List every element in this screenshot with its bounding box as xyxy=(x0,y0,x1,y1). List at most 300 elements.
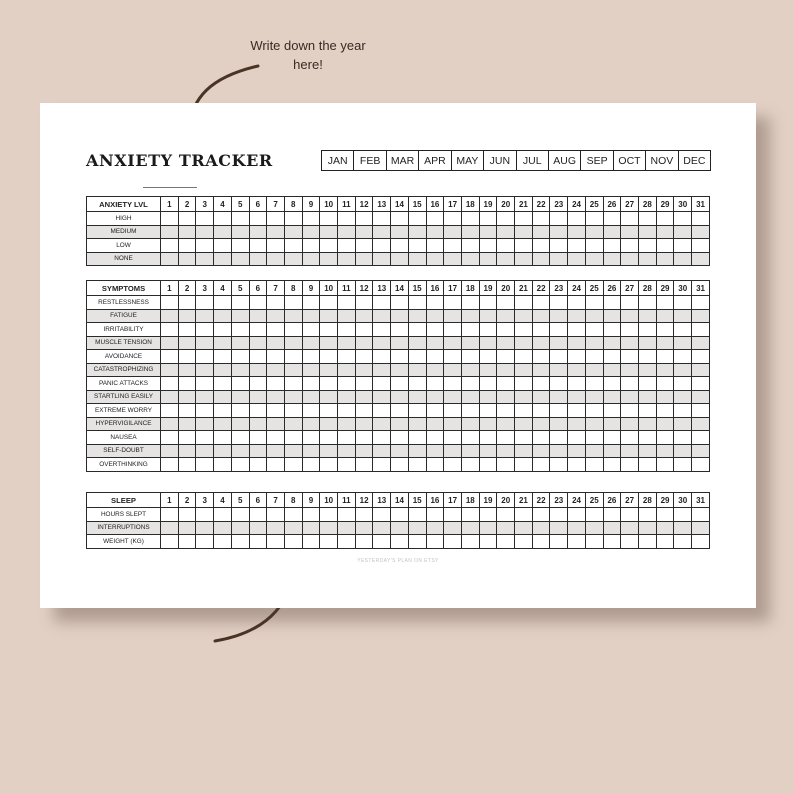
tracker-cell[interactable] xyxy=(550,431,568,445)
tracker-cell[interactable] xyxy=(355,363,373,377)
tracker-cell[interactable] xyxy=(267,212,285,226)
tracker-cell[interactable] xyxy=(621,390,639,404)
tracker-cell[interactable] xyxy=(444,336,462,350)
tracker-cell[interactable] xyxy=(214,336,232,350)
tracker-cell[interactable] xyxy=(621,323,639,337)
tracker-cell[interactable] xyxy=(284,535,302,549)
tracker-cell[interactable] xyxy=(249,431,267,445)
tracker-cell[interactable] xyxy=(338,350,356,364)
tracker-cell[interactable] xyxy=(178,521,196,535)
tracker-cell[interactable] xyxy=(656,521,674,535)
tracker-cell[interactable] xyxy=(479,350,497,364)
tracker-cell[interactable] xyxy=(302,431,320,445)
tracker-cell[interactable] xyxy=(638,458,656,472)
tracker-cell[interactable] xyxy=(692,252,710,266)
tracker-cell[interactable] xyxy=(692,390,710,404)
tracker-cell[interactable] xyxy=(479,296,497,310)
tracker-cell[interactable] xyxy=(161,417,179,431)
tracker-cell[interactable] xyxy=(249,390,267,404)
tracker-cell[interactable] xyxy=(497,252,515,266)
tracker-cell[interactable] xyxy=(267,444,285,458)
tracker-cell[interactable] xyxy=(373,431,391,445)
tracker-cell[interactable] xyxy=(391,444,409,458)
tracker-cell[interactable] xyxy=(214,296,232,310)
tracker-cell[interactable] xyxy=(355,225,373,239)
tracker-cell[interactable] xyxy=(391,363,409,377)
tracker-cell[interactable] xyxy=(249,252,267,266)
tracker-cell[interactable] xyxy=(532,212,550,226)
tracker-cell[interactable] xyxy=(515,521,533,535)
tracker-cell[interactable] xyxy=(231,212,249,226)
tracker-cell[interactable] xyxy=(338,431,356,445)
tracker-cell[interactable] xyxy=(621,309,639,323)
tracker-cell[interactable] xyxy=(674,390,692,404)
tracker-cell[interactable] xyxy=(638,377,656,391)
tracker-cell[interactable] xyxy=(603,225,621,239)
tracker-cell[interactable] xyxy=(355,521,373,535)
tracker-cell[interactable] xyxy=(585,390,603,404)
tracker-cell[interactable] xyxy=(355,404,373,418)
tracker-cell[interactable] xyxy=(249,363,267,377)
tracker-cell[interactable] xyxy=(603,252,621,266)
tracker-cell[interactable] xyxy=(391,404,409,418)
tracker-cell[interactable] xyxy=(515,336,533,350)
tracker-cell[interactable] xyxy=(461,521,479,535)
tracker-cell[interactable] xyxy=(355,390,373,404)
tracker-cell[interactable] xyxy=(550,444,568,458)
tracker-cell[interactable] xyxy=(178,323,196,337)
tracker-cell[interactable] xyxy=(674,404,692,418)
tracker-cell[interactable] xyxy=(338,309,356,323)
tracker-cell[interactable] xyxy=(320,350,338,364)
tracker-cell[interactable] xyxy=(585,521,603,535)
tracker-cell[interactable] xyxy=(444,508,462,522)
tracker-cell[interactable] xyxy=(426,417,444,431)
tracker-cell[interactable] xyxy=(391,390,409,404)
tracker-cell[interactable] xyxy=(585,377,603,391)
tracker-cell[interactable] xyxy=(674,458,692,472)
tracker-cell[interactable] xyxy=(638,431,656,445)
tracker-cell[interactable] xyxy=(656,458,674,472)
tracker-cell[interactable] xyxy=(621,350,639,364)
tracker-cell[interactable] xyxy=(196,336,214,350)
tracker-cell[interactable] xyxy=(426,390,444,404)
tracker-cell[interactable] xyxy=(320,444,338,458)
tracker-cell[interactable] xyxy=(585,239,603,253)
tracker-cell[interactable] xyxy=(302,417,320,431)
tracker-cell[interactable] xyxy=(320,225,338,239)
tracker-cell[interactable] xyxy=(391,350,409,364)
tracker-cell[interactable] xyxy=(656,390,674,404)
tracker-cell[interactable] xyxy=(461,417,479,431)
tracker-cell[interactable] xyxy=(461,239,479,253)
tracker-cell[interactable] xyxy=(161,444,179,458)
tracker-cell[interactable] xyxy=(196,239,214,253)
tracker-cell[interactable] xyxy=(320,309,338,323)
tracker-cell[interactable] xyxy=(214,252,232,266)
tracker-cell[interactable] xyxy=(320,377,338,391)
tracker-cell[interactable] xyxy=(532,458,550,472)
tracker-cell[interactable] xyxy=(638,252,656,266)
tracker-cell[interactable] xyxy=(515,239,533,253)
tracker-cell[interactable] xyxy=(568,336,586,350)
tracker-cell[interactable] xyxy=(231,431,249,445)
tracker-cell[interactable] xyxy=(231,323,249,337)
tracker-cell[interactable] xyxy=(161,296,179,310)
tracker-cell[interactable] xyxy=(692,239,710,253)
tracker-cell[interactable] xyxy=(267,296,285,310)
tracker-cell[interactable] xyxy=(550,390,568,404)
tracker-cell[interactable] xyxy=(426,431,444,445)
tracker-cell[interactable] xyxy=(320,212,338,226)
tracker-cell[interactable] xyxy=(249,336,267,350)
tracker-cell[interactable] xyxy=(461,404,479,418)
tracker-cell[interactable] xyxy=(479,535,497,549)
tracker-cell[interactable] xyxy=(532,225,550,239)
tracker-cell[interactable] xyxy=(196,458,214,472)
tracker-cell[interactable] xyxy=(338,377,356,391)
tracker-cell[interactable] xyxy=(550,404,568,418)
tracker-cell[interactable] xyxy=(161,336,179,350)
tracker-cell[interactable] xyxy=(302,350,320,364)
tracker-cell[interactable] xyxy=(479,431,497,445)
tracker-cell[interactable] xyxy=(302,404,320,418)
tracker-cell[interactable] xyxy=(444,363,462,377)
tracker-cell[interactable] xyxy=(479,323,497,337)
tracker-cell[interactable] xyxy=(196,350,214,364)
month-feb[interactable]: FEB xyxy=(353,151,385,170)
tracker-cell[interactable] xyxy=(638,521,656,535)
tracker-cell[interactable] xyxy=(426,350,444,364)
tracker-cell[interactable] xyxy=(532,377,550,391)
tracker-cell[interactable] xyxy=(497,417,515,431)
tracker-cell[interactable] xyxy=(674,521,692,535)
tracker-cell[interactable] xyxy=(284,444,302,458)
tracker-cell[interactable] xyxy=(338,444,356,458)
tracker-cell[interactable] xyxy=(550,309,568,323)
tracker-cell[interactable] xyxy=(497,336,515,350)
tracker-cell[interactable] xyxy=(692,404,710,418)
tracker-cell[interactable] xyxy=(497,323,515,337)
tracker-cell[interactable] xyxy=(320,417,338,431)
tracker-cell[interactable] xyxy=(692,417,710,431)
tracker-cell[interactable] xyxy=(214,212,232,226)
tracker-cell[interactable] xyxy=(267,363,285,377)
tracker-cell[interactable] xyxy=(585,212,603,226)
tracker-cell[interactable] xyxy=(302,239,320,253)
tracker-cell[interactable] xyxy=(568,323,586,337)
tracker-cell[interactable] xyxy=(568,363,586,377)
tracker-cell[interactable] xyxy=(692,212,710,226)
tracker-cell[interactable] xyxy=(497,212,515,226)
tracker-cell[interactable] xyxy=(161,404,179,418)
tracker-cell[interactable] xyxy=(550,225,568,239)
tracker-cell[interactable] xyxy=(178,404,196,418)
tracker-cell[interactable] xyxy=(638,323,656,337)
tracker-cell[interactable] xyxy=(603,239,621,253)
tracker-cell[interactable] xyxy=(373,404,391,418)
tracker-cell[interactable] xyxy=(391,377,409,391)
tracker-cell[interactable] xyxy=(621,225,639,239)
tracker-cell[interactable] xyxy=(692,458,710,472)
tracker-cell[interactable] xyxy=(196,535,214,549)
tracker-cell[interactable] xyxy=(231,336,249,350)
tracker-cell[interactable] xyxy=(444,458,462,472)
tracker-cell[interactable] xyxy=(373,390,391,404)
tracker-cell[interactable] xyxy=(603,431,621,445)
tracker-cell[interactable] xyxy=(249,212,267,226)
tracker-cell[interactable] xyxy=(302,363,320,377)
tracker-cell[interactable] xyxy=(550,521,568,535)
tracker-cell[interactable] xyxy=(302,458,320,472)
tracker-cell[interactable] xyxy=(196,431,214,445)
tracker-cell[interactable] xyxy=(532,444,550,458)
tracker-cell[interactable] xyxy=(515,296,533,310)
tracker-cell[interactable] xyxy=(320,431,338,445)
tracker-cell[interactable] xyxy=(585,431,603,445)
tracker-cell[interactable] xyxy=(674,252,692,266)
tracker-cell[interactable] xyxy=(267,323,285,337)
tracker-cell[interactable] xyxy=(231,444,249,458)
tracker-cell[interactable] xyxy=(249,309,267,323)
tracker-cell[interactable] xyxy=(532,350,550,364)
tracker-cell[interactable] xyxy=(585,363,603,377)
tracker-cell[interactable] xyxy=(444,404,462,418)
tracker-cell[interactable] xyxy=(284,458,302,472)
tracker-cell[interactable] xyxy=(461,390,479,404)
tracker-cell[interactable] xyxy=(373,323,391,337)
tracker-cell[interactable] xyxy=(408,390,426,404)
tracker-cell[interactable] xyxy=(692,508,710,522)
tracker-cell[interactable] xyxy=(320,252,338,266)
tracker-cell[interactable] xyxy=(355,535,373,549)
tracker-cell[interactable] xyxy=(444,431,462,445)
tracker-cell[interactable] xyxy=(391,521,409,535)
tracker-cell[interactable] xyxy=(391,336,409,350)
tracker-cell[interactable] xyxy=(267,309,285,323)
tracker-cell[interactable] xyxy=(231,296,249,310)
tracker-cell[interactable] xyxy=(178,336,196,350)
tracker-cell[interactable] xyxy=(674,431,692,445)
tracker-cell[interactable] xyxy=(338,404,356,418)
tracker-cell[interactable] xyxy=(267,239,285,253)
tracker-cell[interactable] xyxy=(267,521,285,535)
tracker-cell[interactable] xyxy=(267,336,285,350)
tracker-cell[interactable] xyxy=(497,390,515,404)
tracker-cell[interactable] xyxy=(568,350,586,364)
tracker-cell[interactable] xyxy=(196,309,214,323)
tracker-cell[interactable] xyxy=(692,309,710,323)
tracker-cell[interactable] xyxy=(373,336,391,350)
tracker-cell[interactable] xyxy=(284,225,302,239)
tracker-cell[interactable] xyxy=(568,309,586,323)
tracker-cell[interactable] xyxy=(585,252,603,266)
tracker-cell[interactable] xyxy=(408,404,426,418)
tracker-cell[interactable] xyxy=(479,390,497,404)
tracker-cell[interactable] xyxy=(461,535,479,549)
tracker-cell[interactable] xyxy=(638,225,656,239)
tracker-cell[interactable] xyxy=(638,309,656,323)
tracker-cell[interactable] xyxy=(568,377,586,391)
tracker-cell[interactable] xyxy=(497,431,515,445)
year-write-line[interactable] xyxy=(143,187,197,188)
tracker-cell[interactable] xyxy=(320,535,338,549)
tracker-cell[interactable] xyxy=(391,212,409,226)
tracker-cell[interactable] xyxy=(284,508,302,522)
tracker-cell[interactable] xyxy=(638,336,656,350)
tracker-cell[interactable] xyxy=(338,417,356,431)
tracker-cell[interactable] xyxy=(621,363,639,377)
tracker-cell[interactable] xyxy=(515,535,533,549)
tracker-cell[interactable] xyxy=(585,508,603,522)
tracker-cell[interactable] xyxy=(408,350,426,364)
tracker-cell[interactable] xyxy=(674,323,692,337)
tracker-cell[interactable] xyxy=(656,212,674,226)
tracker-cell[interactable] xyxy=(355,350,373,364)
tracker-cell[interactable] xyxy=(603,309,621,323)
tracker-cell[interactable] xyxy=(603,521,621,535)
tracker-cell[interactable] xyxy=(568,444,586,458)
tracker-cell[interactable] xyxy=(355,458,373,472)
tracker-cell[interactable] xyxy=(391,239,409,253)
tracker-cell[interactable] xyxy=(391,431,409,445)
tracker-cell[interactable] xyxy=(355,252,373,266)
tracker-cell[interactable] xyxy=(603,390,621,404)
tracker-cell[interactable] xyxy=(479,458,497,472)
tracker-cell[interactable] xyxy=(284,431,302,445)
tracker-cell[interactable] xyxy=(249,323,267,337)
tracker-cell[interactable] xyxy=(479,336,497,350)
tracker-cell[interactable] xyxy=(196,404,214,418)
tracker-cell[interactable] xyxy=(408,458,426,472)
tracker-cell[interactable] xyxy=(532,508,550,522)
tracker-cell[interactable] xyxy=(656,508,674,522)
tracker-cell[interactable] xyxy=(284,309,302,323)
tracker-cell[interactable] xyxy=(408,431,426,445)
tracker-cell[interactable] xyxy=(373,252,391,266)
tracker-cell[interactable] xyxy=(161,252,179,266)
tracker-cell[interactable] xyxy=(497,377,515,391)
tracker-cell[interactable] xyxy=(515,323,533,337)
tracker-cell[interactable] xyxy=(373,212,391,226)
tracker-cell[interactable] xyxy=(161,309,179,323)
tracker-cell[interactable] xyxy=(532,521,550,535)
tracker-cell[interactable] xyxy=(231,417,249,431)
tracker-cell[interactable] xyxy=(426,508,444,522)
tracker-cell[interactable] xyxy=(178,252,196,266)
tracker-cell[interactable] xyxy=(674,363,692,377)
tracker-cell[interactable] xyxy=(515,390,533,404)
tracker-cell[interactable] xyxy=(479,521,497,535)
tracker-cell[interactable] xyxy=(231,225,249,239)
tracker-cell[interactable] xyxy=(497,296,515,310)
tracker-cell[interactable] xyxy=(355,239,373,253)
tracker-cell[interactable] xyxy=(479,417,497,431)
tracker-cell[interactable] xyxy=(585,350,603,364)
month-apr[interactable]: APR xyxy=(418,151,450,170)
tracker-cell[interactable] xyxy=(302,444,320,458)
tracker-cell[interactable] xyxy=(320,363,338,377)
tracker-cell[interactable] xyxy=(568,404,586,418)
month-jun[interactable]: JUN xyxy=(483,151,515,170)
tracker-cell[interactable] xyxy=(497,239,515,253)
tracker-cell[interactable] xyxy=(532,239,550,253)
tracker-cell[interactable] xyxy=(585,444,603,458)
tracker-cell[interactable] xyxy=(426,252,444,266)
tracker-cell[interactable] xyxy=(214,404,232,418)
tracker-cell[interactable] xyxy=(302,252,320,266)
tracker-cell[interactable] xyxy=(338,458,356,472)
tracker-cell[interactable] xyxy=(231,508,249,522)
tracker-cell[interactable] xyxy=(320,336,338,350)
tracker-cell[interactable] xyxy=(638,404,656,418)
tracker-cell[interactable] xyxy=(267,225,285,239)
tracker-cell[interactable] xyxy=(302,212,320,226)
tracker-cell[interactable] xyxy=(267,535,285,549)
tracker-cell[interactable] xyxy=(568,417,586,431)
tracker-cell[interactable] xyxy=(461,350,479,364)
tracker-cell[interactable] xyxy=(497,521,515,535)
tracker-cell[interactable] xyxy=(302,309,320,323)
tracker-cell[interactable] xyxy=(249,521,267,535)
tracker-cell[interactable] xyxy=(532,390,550,404)
tracker-cell[interactable] xyxy=(408,225,426,239)
tracker-cell[interactable] xyxy=(391,508,409,522)
tracker-cell[interactable] xyxy=(214,417,232,431)
tracker-cell[interactable] xyxy=(338,296,356,310)
tracker-cell[interactable] xyxy=(391,296,409,310)
tracker-cell[interactable] xyxy=(444,252,462,266)
tracker-cell[interactable] xyxy=(302,521,320,535)
tracker-cell[interactable] xyxy=(320,323,338,337)
tracker-cell[interactable] xyxy=(461,225,479,239)
tracker-cell[interactable] xyxy=(515,458,533,472)
tracker-cell[interactable] xyxy=(178,350,196,364)
tracker-cell[interactable] xyxy=(656,296,674,310)
tracker-cell[interactable] xyxy=(231,309,249,323)
tracker-cell[interactable] xyxy=(231,239,249,253)
tracker-cell[interactable] xyxy=(373,239,391,253)
tracker-cell[interactable] xyxy=(568,252,586,266)
tracker-cell[interactable] xyxy=(568,458,586,472)
tracker-cell[interactable] xyxy=(585,458,603,472)
tracker-cell[interactable] xyxy=(444,309,462,323)
tracker-cell[interactable] xyxy=(214,390,232,404)
tracker-cell[interactable] xyxy=(178,363,196,377)
tracker-cell[interactable] xyxy=(515,252,533,266)
tracker-cell[interactable] xyxy=(373,377,391,391)
tracker-cell[interactable] xyxy=(338,390,356,404)
tracker-cell[interactable] xyxy=(267,350,285,364)
tracker-cell[interactable] xyxy=(426,323,444,337)
tracker-cell[interactable] xyxy=(284,521,302,535)
tracker-cell[interactable] xyxy=(479,444,497,458)
tracker-cell[interactable] xyxy=(249,296,267,310)
tracker-cell[interactable] xyxy=(692,323,710,337)
tracker-cell[interactable] xyxy=(656,252,674,266)
tracker-cell[interactable] xyxy=(550,323,568,337)
tracker-cell[interactable] xyxy=(373,444,391,458)
tracker-cell[interactable] xyxy=(178,225,196,239)
tracker-cell[interactable] xyxy=(444,390,462,404)
tracker-cell[interactable] xyxy=(196,417,214,431)
tracker-cell[interactable] xyxy=(692,521,710,535)
tracker-cell[interactable] xyxy=(284,252,302,266)
tracker-cell[interactable] xyxy=(373,521,391,535)
tracker-cell[interactable] xyxy=(391,252,409,266)
tracker-cell[interactable] xyxy=(461,309,479,323)
tracker-cell[interactable] xyxy=(284,377,302,391)
